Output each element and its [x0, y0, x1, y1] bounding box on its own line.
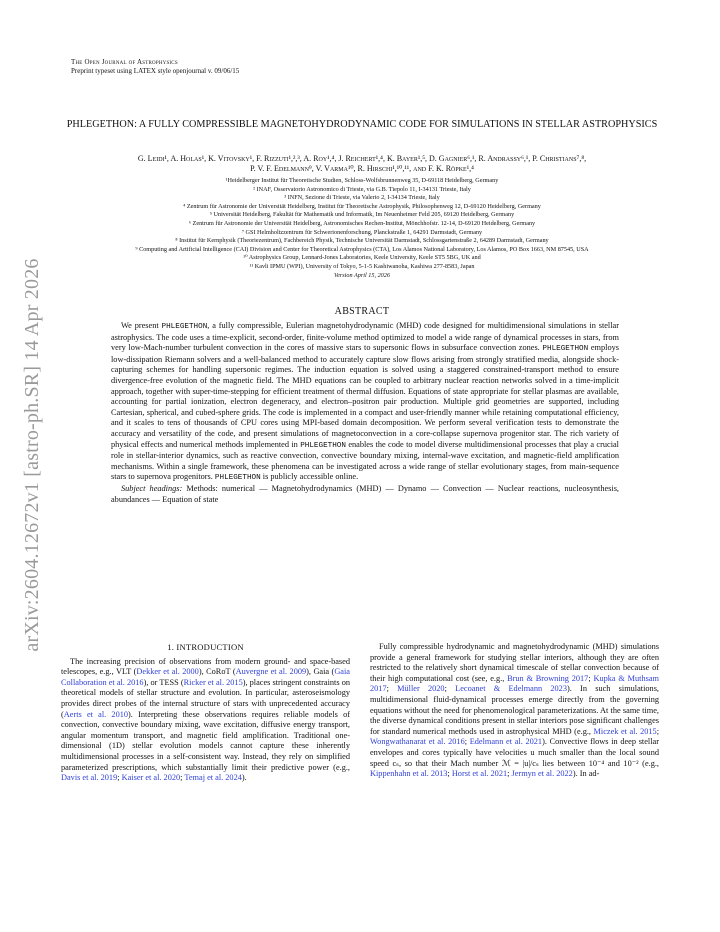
- citation-link[interactable]: Auvergne et al. 2009: [235, 667, 307, 677]
- citation-link[interactable]: Aerts et al. 2010: [63, 709, 129, 719]
- affiliation: ⁷ GSI Helmholtzzentrum für Schwerionenforschung, Planckstraße 1, 64291 Darmstadt, Germany: [241, 228, 483, 236]
- affiliation: ⁴ Zentrum für Astronomie der Universität Heidelberg, Institut für Theoretische Astrophysik, Philosophenweg 12, D-69120 Heidelberg, Germany: [183, 202, 541, 210]
- body-text: Fully compressible hydrodynamic and magnetohydrodynamic (MHD) simulations provide a general framework for studying stellar interiors, although they are often restricted to the relatively short dynamical timescale of stellar convection because of their high computational cost (see, e.g.,: [370, 642, 659, 683]
- body-text: ;: [507, 769, 512, 779]
- body-text: ;: [386, 684, 398, 694]
- intro-paragraph-1: [61, 657, 350, 784]
- citation-link[interactable]: Jermyn et al. 2022: [511, 769, 573, 779]
- citation-link[interactable]: Horst et al. 2021: [451, 769, 508, 779]
- affiliation: ¹⁰ Astrophysics Group, Lennard-Jones Laboratories, Keele University, Keele ST5 5BG, UK and: [243, 254, 481, 262]
- body-text: ). In such simulations, multidimensional fluid-dynamical processes emerge directly from the governing equations without the need for phenomenological parameterizations. At the same time, the diverse dynamical conditions present in stellar interiors pose significant challenges for standard numerical methods used in astrophysical MHD (e.g.,: [370, 684, 659, 736]
- body-text: ), CoRoT (: [198, 667, 236, 677]
- affiliation: ³ INFN, Sezione di Trieste, via Valerio 2, I-34134 Trieste, Italy: [284, 194, 440, 202]
- body-text: ).: [241, 773, 247, 783]
- body-text: ;: [464, 737, 470, 747]
- body-text: ;: [444, 684, 456, 694]
- affiliations: [56, 177, 668, 280]
- arxiv-sidebar: [0, 0, 60, 932]
- authors-line-1: G. Leidi¹, A. Holas¹, K. Vitovsky¹, F. Rizzuti¹,²,³, A. Roy¹,⁴, J. Reichert¹,⁴, K. Bayer¹,⁵, D. Gagnier⁶,¹, R. Andrassy⁶,¹, P. Christians⁷,⁸,: [137, 154, 587, 163]
- citation-link[interactable]: Edelmann et al. 2021: [469, 737, 543, 747]
- affiliation: ⁶ Zentrum für Astronomie der Universität Heidelberg, Astronomisches Rechen-Institut, Mönchhofstr. 12-14, D-69120 Heidelberg, Germany: [188, 219, 536, 227]
- citation-link[interactable]: Brun & Browning 2017: [507, 673, 589, 683]
- subject-headings-text: Methods: numerical — Magnetohydrodynamics (MHD) — Dynamo — Convection — Nuclear reactions, nucleosynthesis, abundances — Equation of state: [111, 483, 619, 504]
- abstract-text: is publicly accessible online.: [260, 472, 359, 482]
- citation-link[interactable]: Müller 2020: [397, 684, 445, 694]
- subject-headings: [111, 484, 619, 505]
- abstract-text: We present: [121, 321, 162, 330]
- abstract-heading: ABSTRACT: [334, 306, 390, 317]
- body-text: ), Gaia (: [306, 667, 335, 677]
- affiliation: ⁹ Computing and Artificial Intelligence (CAI) Division and Center for Theoretical Astrophysics (CTA), Los Alamos National Laboratory, Los Alamos, PO Box 1663, NM 87545, USA: [135, 245, 589, 253]
- journal-header: [71, 58, 239, 76]
- author-list: [62, 154, 662, 174]
- abstract-body: [111, 321, 619, 484]
- citation-link[interactable]: Ricker et al. 2015: [183, 677, 243, 687]
- abstract-text: employs low-dissipation Riemann solvers and a well-balanced method to accurately capture slow flows arising from strongly stratified media, alongside shock-capturing schemes for handling supersonic regimes. The induction equation is solved using a staggered constrained-transport method to ensure divergence-free evolution of the magnetic field. The MHD equations can be coupled to arbitrary nuclear reaction networks solved in a time-implicit approach, together with super-time-stepping for efficient treatment of thermal diffusion. Equations of state appropriate for stellar plasmas are available, accounting for partial ionization, electron degeneracy, and electron–positron pair production. Multiple grid geometries are supported, including Cartesian, spherical, and cubed-sphere grids. The code is implemented in a compact and user-friendly manner while retaining computational efficiency, and it scales to tens of thousands of CPU cores using MPI-based domain decomposition. We perform several verification tests to demonstrate the accuracy and versatility of the code, and present simulations of magnetoconvection in a core-collapse supernova progenitor star. The rich variety of physical effects and numerical methods implemented in: [111, 343, 619, 449]
- affiliation: ² INAF, Osservatorio Astronomico di Trieste, via G.B. Tiepolo 11, I-34131 Trieste, Italy: [253, 185, 471, 193]
- citation-link[interactable]: Gaia Collaboration et al. 2016: [61, 667, 350, 687]
- citation-link[interactable]: Davis et al. 2019: [61, 773, 118, 783]
- code-name: PHLEGETHON: [300, 441, 346, 450]
- body-text: ;: [656, 726, 659, 736]
- affiliation: ¹¹ Kavli IPMU (WPI), University of Tokyo, 5-1-5 Kashiwanoha, Kashiwa 277-8583, Japan: [249, 262, 475, 270]
- intro-paragraph-2: [370, 642, 659, 780]
- arxiv-identifier: arXiv:2604.12672v1 [astro-ph.SR] 14 Apr 2026: [21, 258, 43, 652]
- body-text: ), or TESS (: [143, 677, 184, 687]
- affiliation: ⁸ Institut für Kernphysik (Theoriezentrum), Fachbereich Physik, Technische Universität Darmstadt, Schlossgartenstraße 2, 64289 Darmstadt, Germany: [175, 237, 549, 245]
- body-text: ;: [180, 773, 185, 783]
- journal-name: The Open Journal of Astrophysics: [71, 58, 178, 66]
- subject-headings-label: Subject headings:: [121, 483, 183, 493]
- abstract-text: enables the code to model diverse multidimensional processes that play a crucial role in stellar-interior dynamics, such as reactive convection, convective boundary mixing, internal-wave excitation, and magnetic-field amplification mechanisms. Within a single framework, these phenomena can be investigated across a wide range of stellar evolutionary stages, from main-sequence stars to supernova progenitors.: [111, 439, 619, 482]
- code-name: PHLEGETHON: [214, 474, 261, 483]
- body-text: ). Interpreting these observations requires reliable models of convection, convective boundary mixing, wave excitation, diffusive energy transport, angular momentum transport, and magnetic field amplification. Traditional one-dimensional (1D) stellar evolution models cannot capture these inherently multidimensional processes in a self-consistent way. Instead, they rely on simplified parameterized prescriptions, which substantially limit their predictive power (e.g.,: [61, 709, 350, 772]
- citation-link[interactable]: Kippenhahn et al. 2013: [370, 769, 448, 779]
- citation-link[interactable]: Lecoanet & Edelmann 2023: [455, 684, 567, 694]
- section-heading: 1. INTRODUCTION: [167, 642, 244, 652]
- left-column: [61, 642, 350, 784]
- paper-title: PHLEGETHON: A FULLY COMPRESSIBLE MAGNETOHYDRODYNAMIC CODE FOR SIMULATIONS IN STELLAR ASTROPHYSICS: [66, 119, 658, 130]
- affiliation: ¹Heidelberger Institut für Theoretische Studien, Schloss-Wolfsbrunnenweg 35, D-69118 Heidelberg, Germany: [225, 177, 499, 184]
- citation-link[interactable]: Miczek et al. 2015: [593, 726, 657, 736]
- citation-link[interactable]: Wongwathanarat et al. 2016: [370, 737, 465, 747]
- body-text: The increasing precision of observations from modern ground- and space-based telescopes, e.g., VLT (: [61, 656, 350, 677]
- affiliation: ⁵ Universität Heidelberg, Fakultät für Mathematik und Informatik, Im Neuenheimer Feld 205, 69120 Heidelberg, Germany: [209, 211, 515, 219]
- right-column: [370, 642, 659, 780]
- body-text: ), places stringent constraints on theoretical models of stellar structure and evolution. In particular, asteroseismology provides direct probes of the internal structure of stars with unprecedented accuracy (: [61, 677, 350, 719]
- authors-line-2: P. V. F. Edelmann⁹, V. Varma¹⁰, R. Hirschi¹,¹⁰,¹¹, and F. K. Röpke¹,⁴: [250, 164, 474, 173]
- code-name: PHLEGETHON: [542, 345, 589, 354]
- body-text: ;: [447, 769, 452, 779]
- citation-link[interactable]: Kaiser et al. 2020: [121, 773, 181, 783]
- code-name: PHLEGETHON: [161, 323, 208, 331]
- citation-link[interactable]: Kupka & Muthsam 2017: [370, 673, 659, 694]
- preprint-note: Preprint typeset using LATEX style openjournal v. 09/06/15: [71, 67, 240, 75]
- citation-link[interactable]: Dekker et al. 2000: [136, 667, 199, 677]
- abstract: [111, 321, 619, 505]
- abstract-text: , a fully compressible, Eulerian magnetohydrodynamic (MHD) code designed for multidimensional simulations in stellar astrophysics. The code uses a time-explicit, second-order, finite-volume method optimized to model a wide range of dynamical processes in stars, from very low-Mach-number turbulent convection in the cores of massive stars to supersonic flows in subsurface convection zones.: [111, 321, 619, 353]
- body-text: ). In ad-: [572, 769, 600, 779]
- version-date: Version April 15, 2026: [334, 271, 390, 279]
- body-text: ). Convective flows in deep stellar envelopes and cores typically have velocities u much smaller than the local sound speed cₛ, so that their Mach number ℳ = |u|/cₛ lies between 10⁻⁴ and 10⁻² (e.g.,: [370, 737, 659, 768]
- body-text: ;: [588, 673, 594, 683]
- citation-link[interactable]: Temaj et al. 2024: [184, 773, 242, 783]
- body-text: ;: [117, 773, 122, 783]
